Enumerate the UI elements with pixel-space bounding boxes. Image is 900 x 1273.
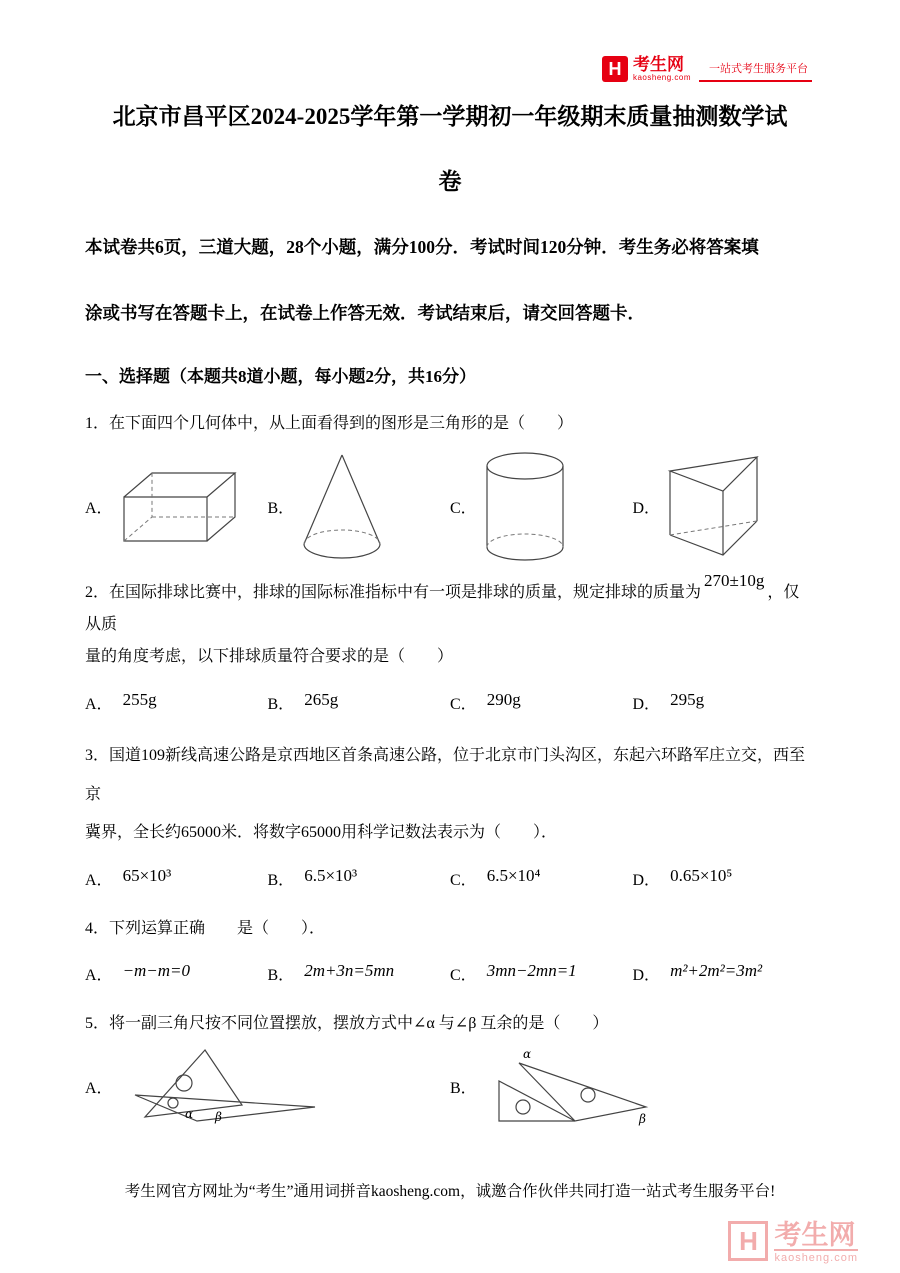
option-label: A． (85, 696, 113, 714)
instructions-line1: 本试卷共6页，三道大题，28个小题，满分100分．考试时间120分钟．考生务必将答案填 (85, 237, 759, 257)
q1-option-c (450, 447, 633, 565)
option-label: C． (450, 696, 477, 714)
kaosheng-logo-icon: H (602, 56, 628, 82)
exam-instructions (85, 239, 815, 322)
question-3-text (85, 737, 815, 852)
option-value: 290g (486, 690, 521, 710)
q2-text-after: ，仅从质 (85, 584, 800, 634)
kaosheng-watermark (728, 1221, 858, 1265)
option-label: A． (85, 1079, 113, 1097)
question-2 (85, 571, 815, 721)
q4-option-c (450, 962, 633, 985)
cuboid-figure (119, 461, 244, 551)
q3-option-a (85, 867, 268, 890)
question-5-text: 5．将一副三角尺按不同位置摆放，摆放方式中∠α 与∠β 互余的是（ ） (85, 1014, 609, 1032)
option-label: B． (267, 966, 295, 984)
beta-label: β (638, 1112, 646, 1127)
q2-option-d (633, 687, 816, 721)
option-label: C． (450, 499, 477, 517)
section-heading: 一、选择题（本题共8道小题，每小题2分，共16分） (85, 367, 476, 386)
q2-option-a (85, 687, 268, 721)
q2-option-b (268, 687, 451, 721)
question-1-options (85, 447, 815, 565)
footer-text: 考生网官方网址为“考生”通用词拼音kaosheng.com，诚邀合作伙伴共同打造一站式考生服务平台! (124, 1183, 776, 1200)
instructions-line2: 涂或书写在答题卡上，在试卷上作答无效．考试结束后，请交回答题卡． (85, 302, 645, 323)
kaosheng-watermark-icon: H (728, 1221, 768, 1261)
option-value: 295g (670, 690, 705, 710)
cone-figure (300, 450, 385, 562)
q3-option-c (450, 867, 633, 890)
triangle-rulers-figure-b (491, 1045, 656, 1127)
option-value: 3mn−2mn=1 (486, 960, 577, 980)
option-label: A． (85, 499, 113, 517)
option-value: 6.5×10⁴ (486, 865, 541, 885)
option-label: C． (450, 871, 477, 889)
option-label: B． (267, 871, 295, 889)
q3-option-d (633, 867, 816, 890)
q4-option-b (268, 962, 451, 985)
option-label: A． (85, 871, 113, 889)
question-3-options (85, 867, 815, 890)
q1-option-b (268, 447, 451, 565)
kaosheng-logo (602, 56, 812, 82)
triangle-rulers-figure-a (127, 1045, 322, 1127)
option-label: D． (632, 871, 661, 889)
question-1-text: 1．在下面四个几何体中，从上面看得到的图形是三角形的是（ ） (85, 415, 574, 432)
option-value: −m−m=0 (122, 960, 191, 980)
logo-tagline: 一站式考生服务平台 (699, 60, 812, 82)
question-5 (85, 1005, 815, 1127)
option-value: 255g (122, 690, 157, 710)
option-value: 65×10³ (122, 865, 172, 885)
alpha-label: α (184, 1107, 193, 1122)
q5-option-b (450, 1045, 656, 1127)
option-label: C． (450, 966, 477, 984)
q2-text-line2: 量的角度考虑，以下排球质量符合要求的是（ ） (85, 648, 454, 666)
option-label: B． (450, 1079, 477, 1097)
option-label: A． (85, 966, 113, 984)
question-4-options (85, 962, 815, 985)
q1-option-a (85, 447, 268, 565)
q4-option-d (633, 962, 816, 985)
question-4 (85, 910, 815, 985)
option-value: m²+2m²=3m² (670, 960, 763, 980)
q2-mass-value: 270±10g (704, 571, 765, 591)
question-1 (85, 405, 815, 565)
watermark-brand: 考生网 (774, 1220, 856, 1251)
logo-brand: 考生网 (632, 55, 684, 74)
triangular-prism-figure (666, 447, 761, 565)
question-5-options (85, 1045, 815, 1127)
cylinder-figure (483, 449, 568, 563)
q3-line1: 3．国道109新线高速公路是京西地区首条高速公路，位于北京市门头沟区，东起六环路军庄立交，西至京 (85, 747, 806, 803)
option-value: 2m+3n=5mn (304, 960, 395, 980)
question-2-text (85, 571, 815, 673)
option-value: 6.5×10³ (304, 865, 358, 885)
beta-label: β (214, 1110, 222, 1125)
q3-option-b (268, 867, 451, 890)
q4-option-a (85, 962, 268, 985)
q2-option-c (450, 687, 633, 721)
option-label: D． (632, 499, 661, 517)
logo-domain: kaosheng.com (632, 72, 691, 82)
question-3 (85, 737, 815, 889)
q1-option-d (633, 447, 816, 565)
option-label: D． (632, 966, 661, 984)
q2-text-before: 2．在国际排球比赛中，排球的国际标准指标中有一项是排球的质量，规定排球的质量为 (85, 584, 702, 602)
option-label: D． (632, 696, 661, 714)
option-value: 0.65×10⁵ (670, 865, 733, 885)
q5-option-a (85, 1045, 450, 1127)
option-label: B． (267, 696, 295, 714)
question-2-options (85, 687, 815, 721)
page-title-line1: 北京市昌平区2024-2025学年第一学期初一年级期末质量抽测数学试 (112, 104, 788, 129)
option-value: 265g (304, 690, 339, 710)
alpha-label: α (522, 1047, 531, 1062)
option-label: B． (267, 499, 295, 517)
question-4-text: 4．下列运算正确 是（ ）． (85, 919, 326, 937)
page-title-line2: 卷 (438, 169, 462, 194)
q3-line2: 冀界，全长约65000米．将数字65000用科学记数法表示为（ ）． (85, 824, 558, 842)
watermark-domain: kaosheng.com (774, 1249, 858, 1265)
